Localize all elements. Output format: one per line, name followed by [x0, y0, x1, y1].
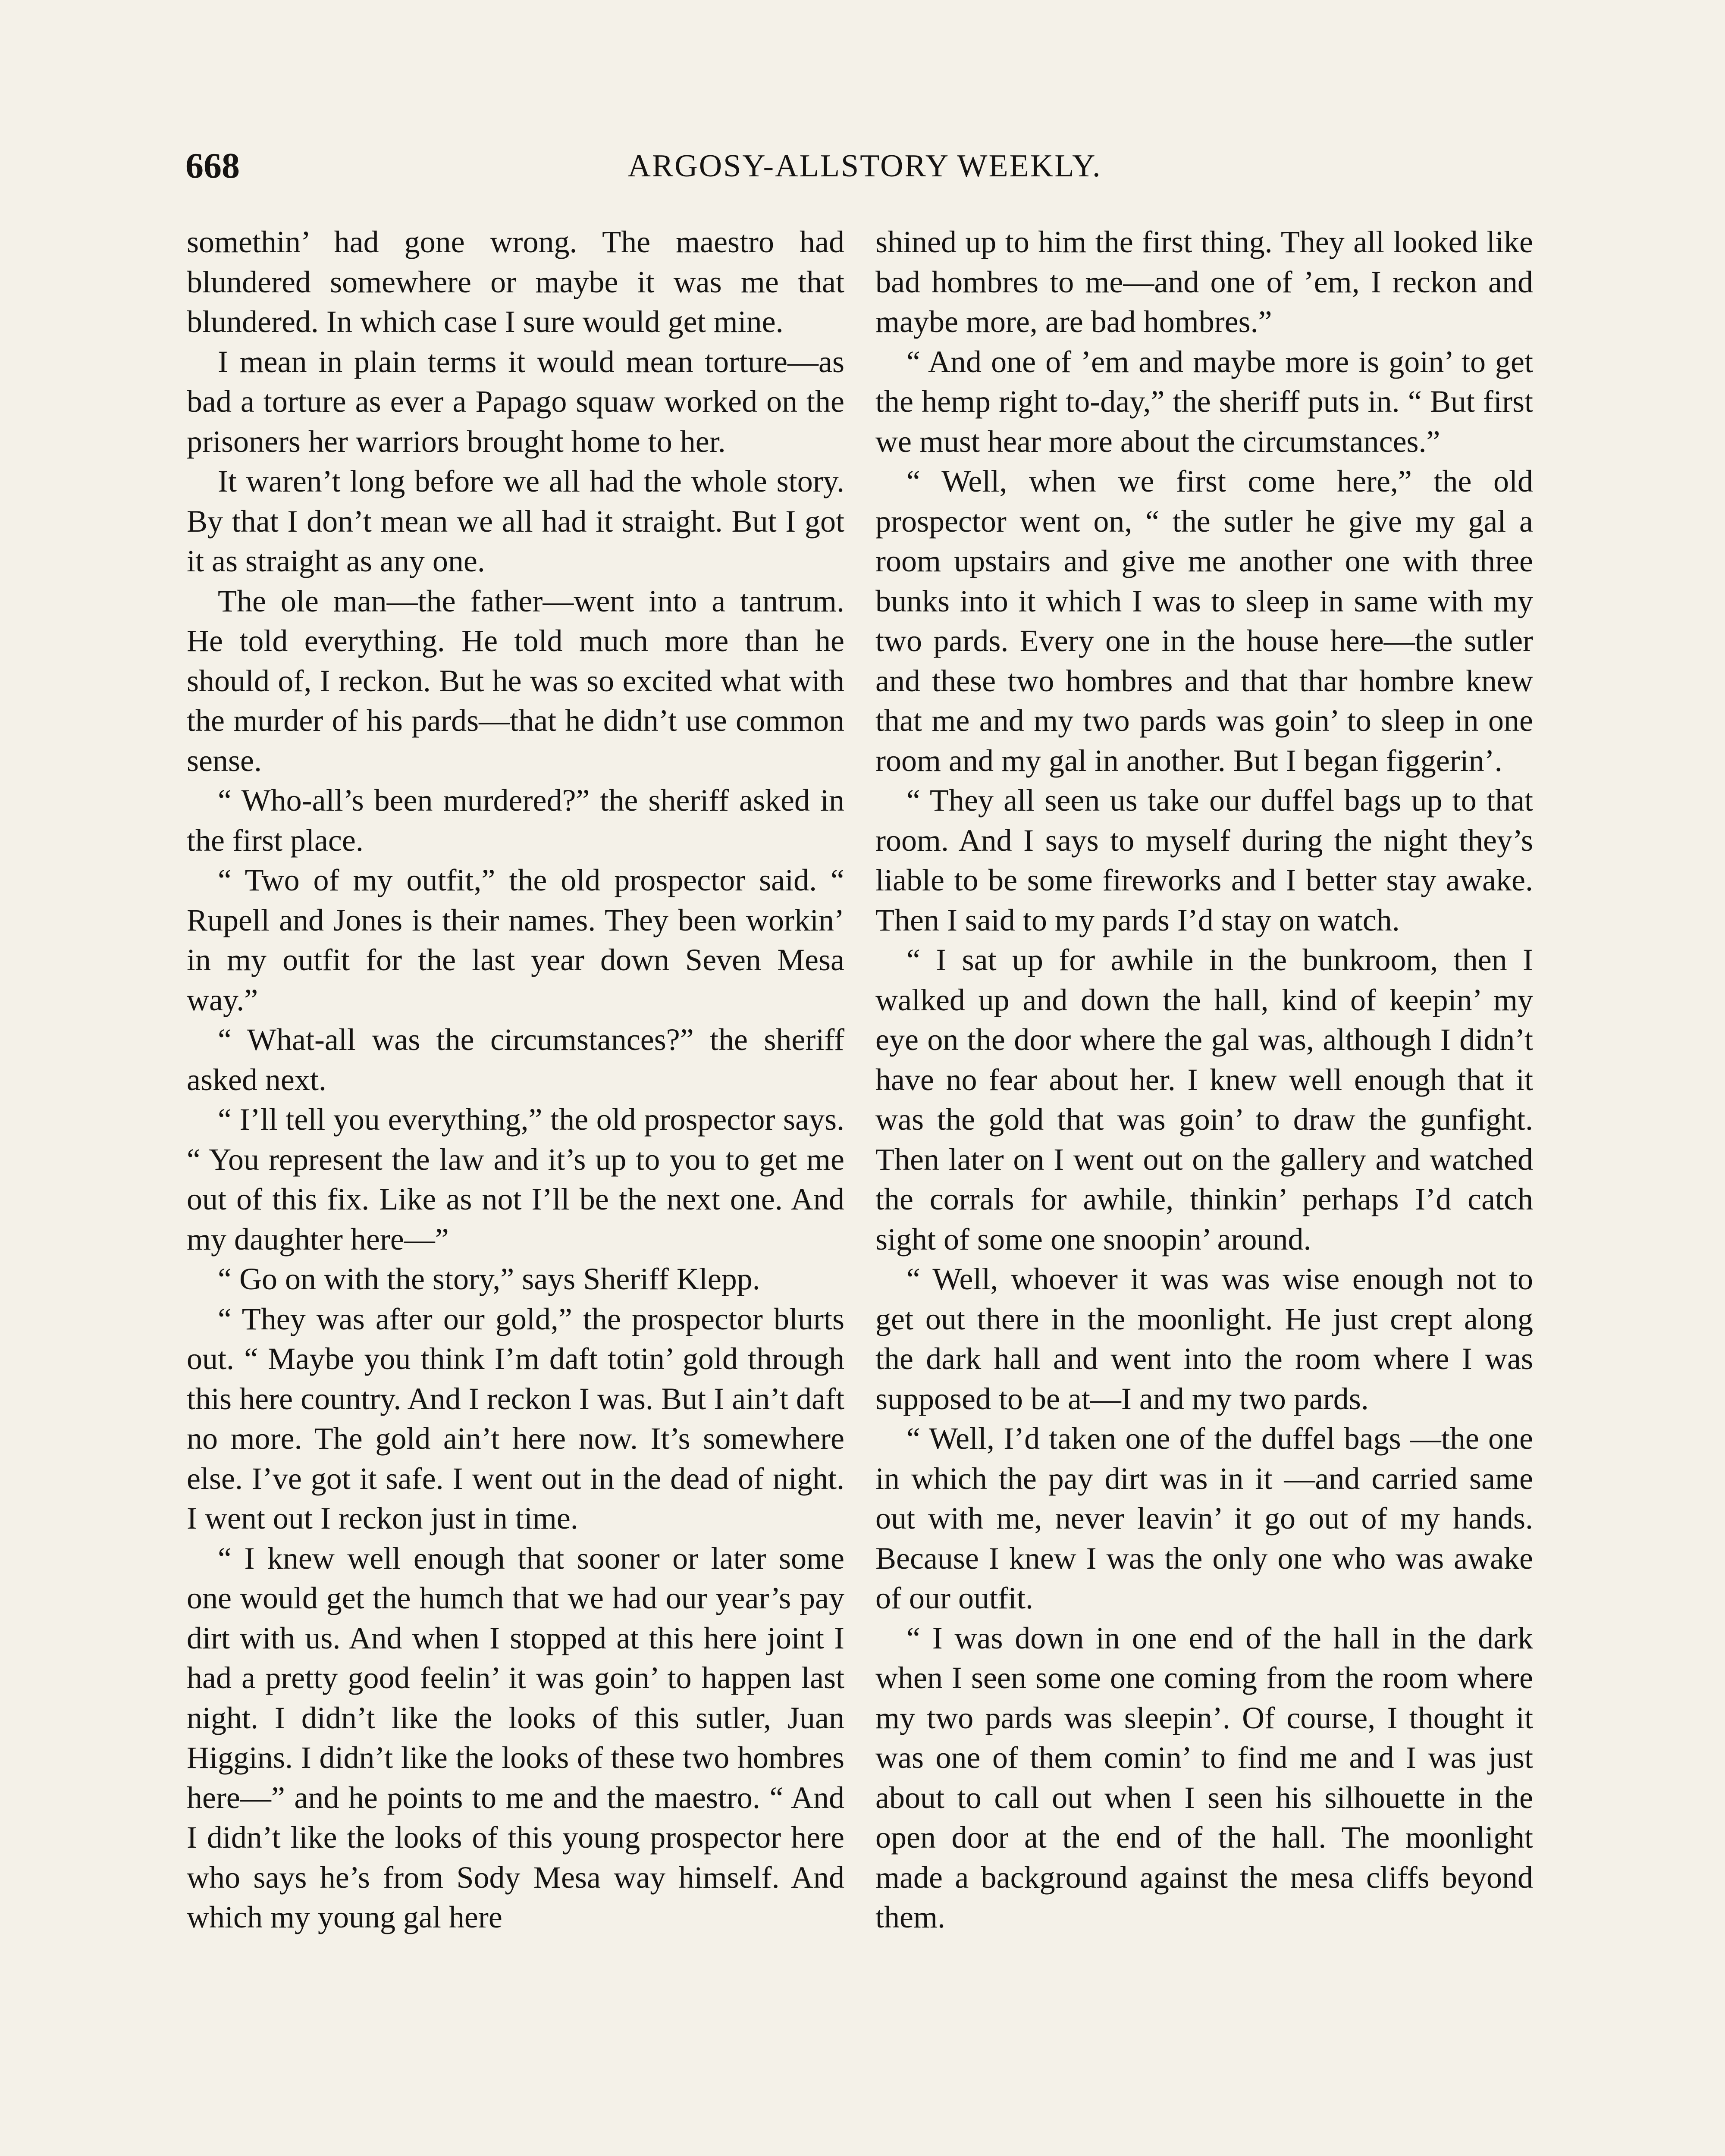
paragraph: shined up to him the first thing. They all looked like bad hombres to me—and one of ’em, I reckon and maybe more, are bad hombres.” [875, 225, 1533, 339]
paragraph: “ I’ll tell you everything,” the old prospector says. “ You represent the law and it’s up to you to get me out of this fix. Like as not I’ll be the next one. And my daughter here—” [187, 1102, 844, 1257]
paragraph: “ And one of ’em and maybe more is goin’ to get the hemp right to-day,” the sheriff puts in. “ But first we must hear more about the circumstances.” [875, 344, 1533, 459]
paragraph: The ole man—the father—went into a tantrum. He told everything. He told much more than he should of, I reckon. But he was so excited what with the murder of his pards—that he didn’t use common sense. [187, 583, 844, 778]
paragraph: “ They all seen us take our duffel bags up to that room. And I says to myself during the night they’s liable to be some fireworks and I better stay awake. Then I said to my pards I’d stay on watch. [875, 783, 1533, 937]
running-head: ARGOSY-ALLSTORY WEEKLY. [627, 148, 1102, 184]
paragraph: “ I knew well enough that sooner or later some one would get the humch that we had our year’s pay dirt with us. And when I stopped at this here joint I had a pretty good feelin’ it was goin’ to happen last night. I didn’t like the looks of this sutler, Juan Higgins. I didn’t like the looks of these two hombres here—” and he points to me and the maestro. “ And I didn’t like the looks of this young prospector here who says he’s from Sody Mesa way himself. And which my young gal here [187, 1541, 844, 1934]
page-number: 668 [185, 146, 240, 186]
paragraph: “ Go on with the story,” says Sheriff Klepp. [218, 1262, 760, 1296]
paragraph: I mean in plain terms it would mean torture—as bad a torture as ever a Papago squaw worked on the prisoners her warriors brought home to her. [187, 344, 844, 459]
paragraph: “ Two of my outfit,” the old prospector said. “ Rupell and Jones is their names. They been workin’ in my outfit for the last year down Seven Mesa way.” [187, 863, 844, 1017]
paragraph: “ I was down in one end of the hall in the dark when I seen some one coming from the room where my two pards was sleepin’. Of course, I thought it was one of them comin’ to find me and I was just about to call out when I seen his silhouette in the open door at the end of the hall. The moonlight made a background against the mesa cliffs beyond them. [875, 1620, 1533, 1934]
right-column [875, 222, 1533, 2156]
paragraph: somethin’ had gone wrong. The maestro had blundered somewhere or maybe it was me that blundered. In which case I sure would get mine. [187, 225, 844, 339]
paragraph: “ Who-all’s been murdered?” the sheriff asked in the first place. [187, 783, 844, 858]
paragraph: “ Well, when we first come here,” the old prospector went on, “ the sutler he give my gal a room upstairs and give me another one with three bunks into it which I was to sleep in same with my two pards. Every one in the house here—the sutler and these two hombres and that thar hombre knew that me and my two pards was goin’ to sleep in one room and my gal in another. But I began figgerin’. [875, 464, 1533, 778]
paragraph: “ Well, I’d taken one of the duffel bags —the one in which the pay dirt was in it —and carried same out with me, never leavin’ it go out of my hands. Because I knew I was the only one who was awake of our outfit. [875, 1421, 1533, 1615]
paragraph: “ Well, whoever it was was wise enough not to get out there in the moonlight. He just crept along the dark hall and went into the room where I was supposed to be at—I and my two pards. [875, 1262, 1533, 1416]
paragraph: It waren’t long before we all had the whole story. By that I don’t mean we all had it straight. But I got it as straight as any one. [187, 464, 844, 578]
page-header [185, 142, 1544, 190]
paragraph: “ They was after our gold,” the prospector blurts out. “ Maybe you think I’m daft totin’ gold through this here country. And I reckon I was. But I ain’t daft no more. The gold ain’t here now. It’s somewhere else. I’ve got it safe. I went out in the dead of night. I went out I reckon just in time. [187, 1301, 844, 1536]
left-column [187, 222, 844, 2156]
paragraph: “ What-all was the circumstances?” the sheriff asked next. [187, 1022, 844, 1097]
paragraph: “ I sat up for awhile in the bunkroom, then I walked up and down the hall, kind of keepin’ my eye on the door where the gal was, although I didn’t have no fear about her. I knew well enough that it was the gold that was goin’ to draw the gunfight. Then later on I went out on the gallery and watched the corrals for awhile, thinkin’ perhaps I’d catch sight of some one snoopin’ around. [875, 943, 1533, 1257]
